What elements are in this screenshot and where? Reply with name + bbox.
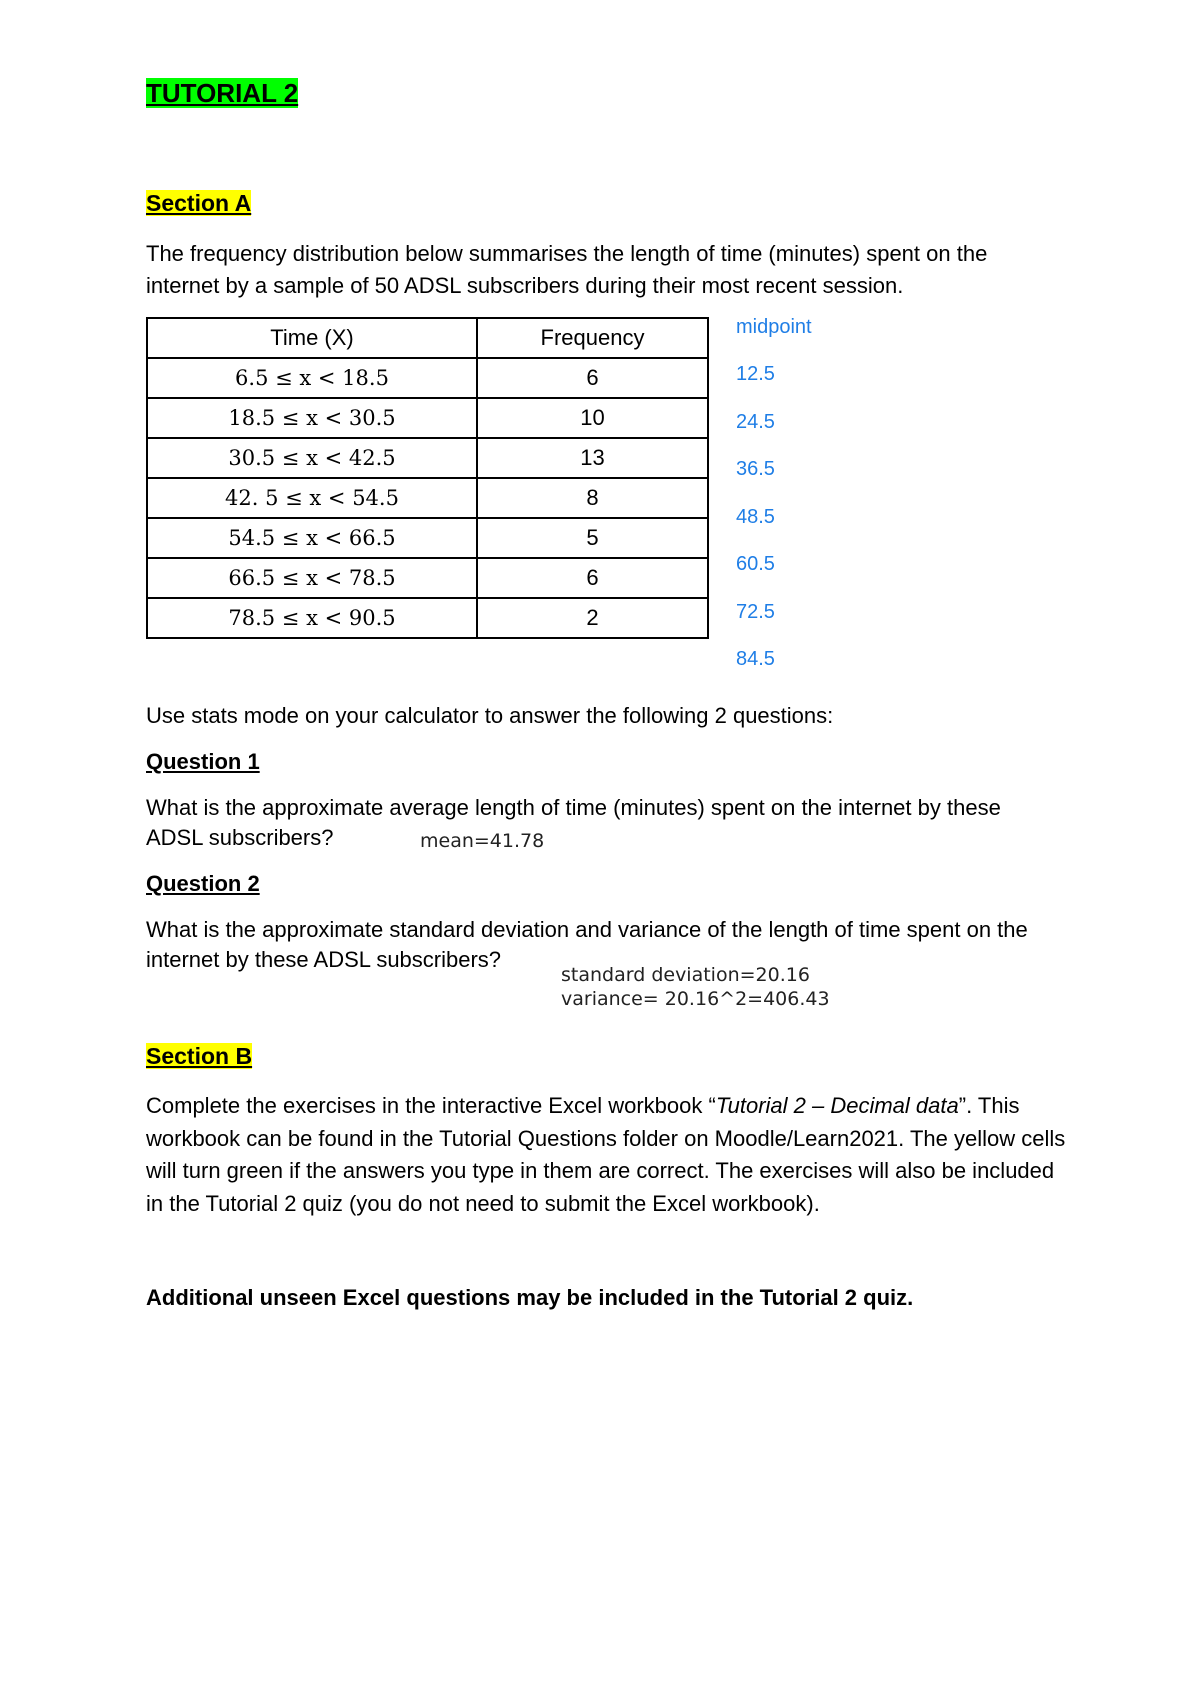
section-a-heading: Section A [146,190,252,216]
table-row [147,398,708,438]
cell-range: 54.5 ≤ x < 66.5 [147,518,477,558]
section-b-note: Additional unseen Excel questions may be included in the Tutorial 2 quiz. [146,1285,914,1310]
cell-frequency: 6 [477,358,708,398]
cell-range: 6.5 ≤ x < 18.5 [147,358,477,398]
question-2-text: What is the approximate standard deviation and variance of the length of time spent on the internet by these ADSL subscribers? [146,917,1028,972]
frequency-table [146,317,709,639]
page-title [146,76,298,110]
section-b-heading: Section B [146,1043,253,1069]
table-row [147,438,708,478]
question-2-answer-variance: variance= 20.16^2=406.43 [561,988,830,1010]
section-a-intro: The frequency distribution below summarises the length of time (minutes) spent on the internet by a sample of 50 ADSL subscribers during their most recent session. [146,241,988,298]
midpoint-label: midpoint [736,316,812,338]
table-row [147,518,708,558]
table-row [147,558,708,598]
midpoint-value: 48.5 [736,506,775,528]
cell-range: 30.5 ≤ x < 42.5 [147,438,477,478]
midpoint-value: 36.5 [736,458,775,480]
workbook-name: Tutorial 2 – Decimal data [715,1093,959,1118]
header-time: Time (X) [147,318,477,358]
cell-frequency: 13 [477,438,708,478]
cell-frequency: 10 [477,398,708,438]
cell-frequency: 8 [477,478,708,518]
midpoint-value: 60.5 [736,553,775,575]
question-1-text: What is the approximate average length of time (minutes) spent on the internet by these ADSL subscribers? [146,795,1001,850]
midpoint-value: 72.5 [736,601,775,623]
cell-frequency: 5 [477,518,708,558]
cell-frequency: 2 [477,598,708,638]
cell-range: 66.5 ≤ x < 78.5 [147,558,477,598]
table-header-row [147,318,708,358]
section-b-paragraph: Complete the exercises in the interactive Excel workbook “Tutorial 2 – Decimal data”. This workbook can be found in the Tutorial Questions folder on Moodle/Learn2021. The yellow cells will turn green if the answers you type in them are correct. The exercises will also be included in the Tutorial 2 quiz (you do not need to submit the Excel workbook). [146,1093,1066,1216]
cell-frequency: 6 [477,558,708,598]
title-text: TUTORIAL 2 [146,78,299,108]
table-row [147,478,708,518]
table-row [147,358,708,398]
question-2-answer-sd: standard deviation=20.16 [561,964,810,986]
midpoint-value: 12.5 [736,363,775,385]
question-1-answer: mean=41.78 [420,830,545,852]
midpoint-value: 24.5 [736,411,775,433]
header-frequency: Frequency [477,318,708,358]
midpoint-value: 84.5 [736,648,775,670]
instruction-text: Use stats mode on your calculator to answer the following 2 questions: [146,703,834,728]
cell-range: 18.5 ≤ x < 30.5 [147,398,477,438]
cell-range: 42. 5 ≤ x < 54.5 [147,478,477,518]
cell-range: 78.5 ≤ x < 90.5 [147,598,477,638]
question-1-heading: Question 1 [146,749,260,774]
table-row [147,598,708,638]
question-2-heading: Question 2 [146,871,260,896]
